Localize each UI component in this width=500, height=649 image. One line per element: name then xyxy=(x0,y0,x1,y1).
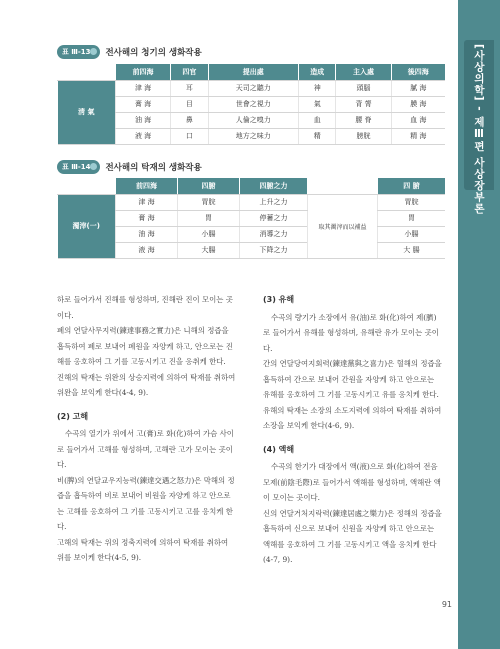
table1-caption xyxy=(57,45,202,59)
paragraph: 하로 들어가서 진해를 형성하며, 진해란 진이 모이는 곳이다. xyxy=(57,295,233,320)
paragraph: 수곡의 량기가 소장에서 유(油)로 화(化)하여 제(臍)로 들어가서 유해를 형성하며, 유해란 유가 모이는 곳이다. xyxy=(263,312,439,353)
table-cell: 耳 xyxy=(171,80,209,96)
left-text-column xyxy=(57,292,237,566)
right-text-column xyxy=(263,292,443,568)
table1-header: 提出處 xyxy=(208,64,298,80)
table1 xyxy=(57,64,445,145)
table-cell: 上升之力 xyxy=(240,194,308,210)
table2-title: 전사해의 탁재의 생화작용 xyxy=(105,163,202,173)
paragraph: 유해의 탁재는 소장의 소도지력에 의하여 탁재를 취하여 소장을 보익케 한다(4-6, 9). xyxy=(263,405,442,430)
table1-header: 前四海 xyxy=(116,64,171,80)
table2-row-head: 濁滓(一) xyxy=(58,194,116,258)
table1-title: 전사해의 청기의 생화작용 xyxy=(105,48,202,58)
table-cell: 胃 xyxy=(378,210,446,226)
table-cell: 大 腸 xyxy=(378,242,446,258)
table-row xyxy=(58,242,446,258)
table-cell: 膏 海 xyxy=(116,96,171,112)
table-cell: 氣 xyxy=(298,96,336,112)
table-cell: 胃 xyxy=(178,210,240,226)
table-cell: 精 海 xyxy=(391,128,445,144)
section-heading: (4) 액해 xyxy=(263,444,295,454)
table-cell: 膩 海 xyxy=(391,80,445,96)
table2-merged-cell: 取其濁滓而以補益 xyxy=(308,194,378,258)
table1-header: 造成 xyxy=(298,64,336,80)
paragraph: 수곡의 한기가 대장에서 액(液)으로 화(化)하여 전음모제(前陰毛際)로 들어가서 액해를 형성하며, 액해란 액이 모이는 곳이다. xyxy=(263,462,441,502)
table-cell: 頭腦 xyxy=(336,80,391,96)
table-row xyxy=(58,80,446,96)
table-cell: 鼻 xyxy=(171,112,209,128)
table-row xyxy=(58,128,446,144)
table-cell: 小腸 xyxy=(178,226,240,242)
table-cell: 津 海 xyxy=(116,80,171,96)
table2 xyxy=(57,178,445,259)
table2-header: 四腑 xyxy=(178,178,240,194)
table-cell: 目 xyxy=(171,96,209,112)
chapter-tab-label: [사상의학] - 제Ⅲ편 사상장부론 xyxy=(473,44,485,215)
section-heading: (2) 고해 xyxy=(57,411,89,421)
paragraph: 폐의 연달사무지력(鍊達事務之實力)은 니해의 정즙을 흡득하여 폐로 보내어 폐원을 자양케 하고, 안으로는 진해를 옹호하여 그 기를 고동시키고 진을 응취케 한다. xyxy=(57,326,233,366)
table2-badge: 표 Ⅲ-14 xyxy=(57,160,100,174)
table-cell: 世會之視力 xyxy=(208,96,298,112)
table1-header: 四官 xyxy=(171,64,209,80)
table-cell: 油 海 xyxy=(116,112,171,128)
paragraph: 비(脾)의 연달교우지능력(鍊達交遇之怒力)은 막해의 정즙을 흡득하여 비로 보내어 비원을 자양케 하고 안으로는 고해를 옹호하여 그 기를 고동시키고 고를 응치케 한다. xyxy=(57,475,235,531)
table-cell: 停蓄之力 xyxy=(240,210,308,226)
table-cell: 下降之力 xyxy=(240,242,308,258)
table-cell: 精 xyxy=(298,128,336,144)
table-cell: 神 xyxy=(298,80,336,96)
table-row xyxy=(58,226,446,242)
table-cell: 腰 脊 xyxy=(336,112,391,128)
table-cell: 油 海 xyxy=(116,226,178,242)
table-cell: 大腸 xyxy=(178,242,240,258)
paragraph: 진해의 탁재는 위완의 상승지력에 의하여 탁재를 취하여 위완을 보익케 한다(4-4, 9). xyxy=(57,372,236,397)
table1-header: 後四海 xyxy=(391,64,445,80)
table2-caption xyxy=(57,160,202,174)
page-number: 91 xyxy=(441,600,452,609)
table1-header: 主入處 xyxy=(336,64,391,80)
table-cell: 地方之味力 xyxy=(208,128,298,144)
table-cell: 膏 海 xyxy=(116,210,178,226)
table-cell: 背 膂 xyxy=(336,96,391,112)
table1-row-head: 淸 氣 xyxy=(58,80,116,144)
table-cell: 膜 海 xyxy=(391,96,445,112)
table-cell: 膀胱 xyxy=(336,128,391,144)
table2-header-row xyxy=(58,178,446,194)
table-cell: 人倫之嗅力 xyxy=(208,112,298,128)
table-cell: 小腸 xyxy=(378,226,446,242)
table-row xyxy=(58,96,446,112)
paragraph: 간의 연달당여지회력(鍊達黨與之喜力)은 혈해의 정즙을 흡득하여 간으로 보내어 간원을 자양케 하고 안으로는 유해를 옹호하여 그 기를 고동시키고 유를 응치케 한다. xyxy=(263,359,442,399)
section-heading: (3) 유해 xyxy=(263,295,295,304)
table-row xyxy=(58,210,446,226)
table-cell: 血 海 xyxy=(391,112,445,128)
table2-header: 前四海 xyxy=(116,178,178,194)
table2-header: 四 腑 xyxy=(378,178,446,194)
table2-header-blank xyxy=(58,178,116,194)
paragraph: 고해의 탁재는 위의 정축지력에 의하여 탁재를 취하여 위를 보이케 한다(4-5, 9). xyxy=(57,537,229,562)
table2-header-blank xyxy=(308,178,378,194)
table-cell: 津 海 xyxy=(116,194,178,210)
table-row xyxy=(58,112,446,128)
table-cell: 胃脘 xyxy=(178,194,240,210)
table1-header-blank xyxy=(58,64,116,80)
table-cell: 血 xyxy=(298,112,336,128)
table1-header-row xyxy=(58,64,446,80)
table1-badge: 표 Ⅲ-13 xyxy=(57,45,100,59)
table-cell: 天司之聽力 xyxy=(208,80,298,96)
table-cell: 液 海 xyxy=(116,128,171,144)
table-cell: 口 xyxy=(171,128,209,144)
chapter-side-tab xyxy=(458,0,500,649)
table-cell: 消導之力 xyxy=(240,226,308,242)
table-row xyxy=(58,194,446,210)
paragraph: 신의 연달거처지락력(鍊達居處之樂力)은 정해의 정즙을 흡득하여 신으로 보내어 신원을 자양케 하고 안으로는 액해를 옹호하여 그 기를 고동시키고 액을 응치케 한다(4-7, 9). xyxy=(263,508,442,564)
table-cell: 液 海 xyxy=(116,242,178,258)
paragraph: 수곡의 열기가 위에서 고(膏)로 화(化)하여 가슴 사이로 들어가서 고해를 형성하며, 고해란 고가 모이는 곳이다. xyxy=(57,429,234,469)
table2-header: 四腑之力 xyxy=(240,178,308,194)
table-cell: 胃脘 xyxy=(378,194,446,210)
